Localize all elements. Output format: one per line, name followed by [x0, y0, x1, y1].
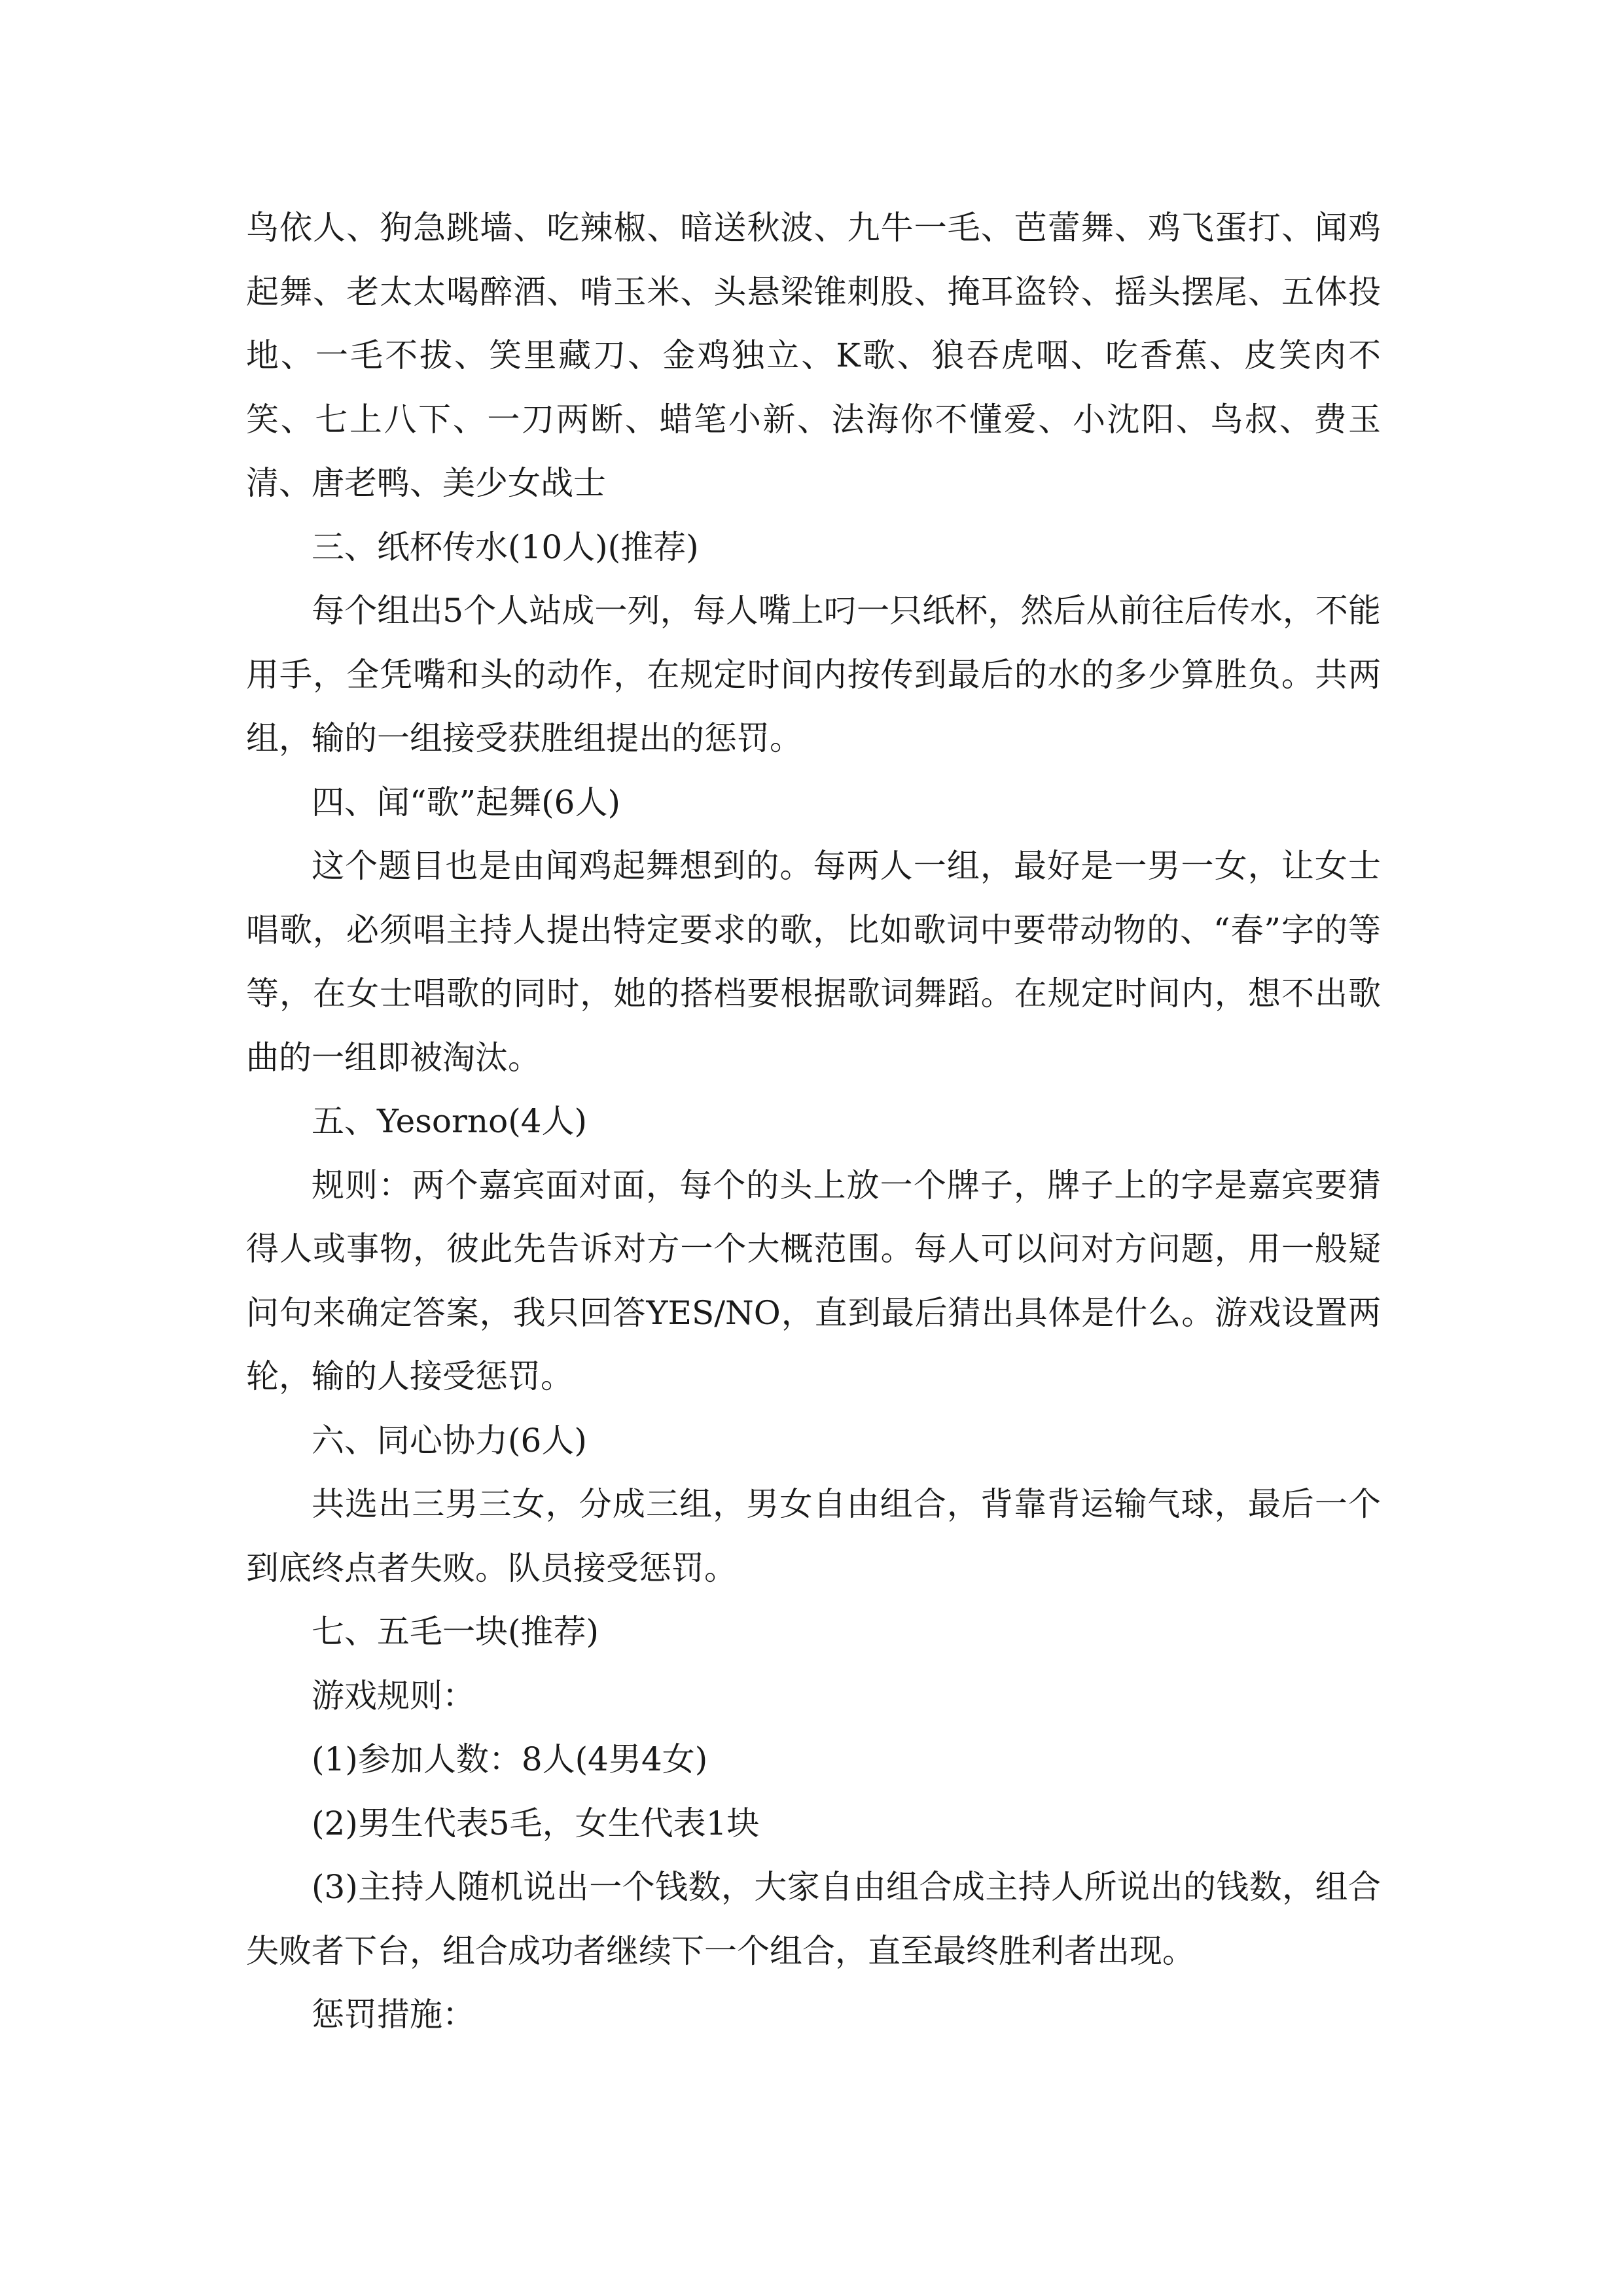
- paragraph-paper-cup-rules: 每个组出5个人站成一列，每人嘴上叼一只纸杯，然后从前往后传水，不能用手，全凭嘴和头的动作，在规定时间内按传到最后的水的多少算胜负。共两组，输的一组接受获胜组提出的惩罚。: [246, 592, 1381, 757]
- document-body: [246, 196, 1381, 2047]
- paragraph-idiom-list: 鸟依人、狗急跳墙、吃辣椒、暗送秋波、九牛一毛、芭蕾舞、鸡飞蛋打、闻鸡起舞、老太太喝醉酒、啃玉米、头悬梁锥刺股、掩耳盗铃、摇头摆尾、五体投地、一毛不拔、笑里藏刀、金鸡独立、K歌、狼吞虎咽、吃香蕉、皮笑肉不笑、七上八下、一刀两断、蜡笔小新、法海你不懂爱、小沈阳、鸟叔、费玉清、唐老鸭、美少女战士: [246, 209, 1381, 502]
- paragraph-yes-or-no-rules: 规则：两个嘉宾面对面，每个的头上放一个牌子，牌子上的字是嘉宾要猜得人或事物，彼此先告诉对方一个大概范围。每人可以问对方问题，用一般疑问句来确定答案，我只回答YES/NO，直到最后猜出具体是什么。游戏设置两轮，输的人接受惩罚。: [246, 1166, 1381, 1395]
- section-heading-paper-cup: 三、纸杯传水(10人)(推荐): [312, 528, 699, 566]
- rule-item-2: (2)男生代表5毛，女生代表1块: [312, 1804, 760, 1842]
- rule-item-1: (1)参加人数：8人(4男4女): [312, 1740, 708, 1778]
- paragraph-teamwork-rules: 共选出三男三女，分成三组，男女自由组合，背靠背运输气球，最后一个到底终点者失败。队员接受惩罚。: [246, 1485, 1381, 1587]
- section-heading-song-dance: 四、闻“歌”起舞(6人): [312, 783, 620, 821]
- paragraph-song-dance-rules: 这个题目也是由闻鸡起舞想到的。每两人一组，最好是一男一女，让女士唱歌，必须唱主持人提出特定要求的歌，比如歌词中要带动物的、“春”字的等等，在女士唱歌的同时，她的搭档要根据歌词舞蹈。在规定时间内，想不出歌曲的一组即被淘汰。: [246, 847, 1381, 1077]
- subheading-game-rules: 游戏规则：: [312, 1676, 475, 1715]
- subheading-penalty: 惩罚措施：: [312, 1996, 475, 2034]
- section-heading-teamwork: 六、同心协力(6人): [312, 1421, 587, 1460]
- rule-item-3: (3)主持人随机说出一个钱数，大家自由组合成主持人所说出的钱数，组合失败者下台，组合成功者继续下一个组合，直至最终胜利者出现。: [246, 1868, 1381, 1970]
- section-heading-yes-or-no: 五、Yesorno(4人): [312, 1102, 588, 1140]
- section-heading-money-game: 七、五毛一块(推荐): [312, 1613, 599, 1651]
